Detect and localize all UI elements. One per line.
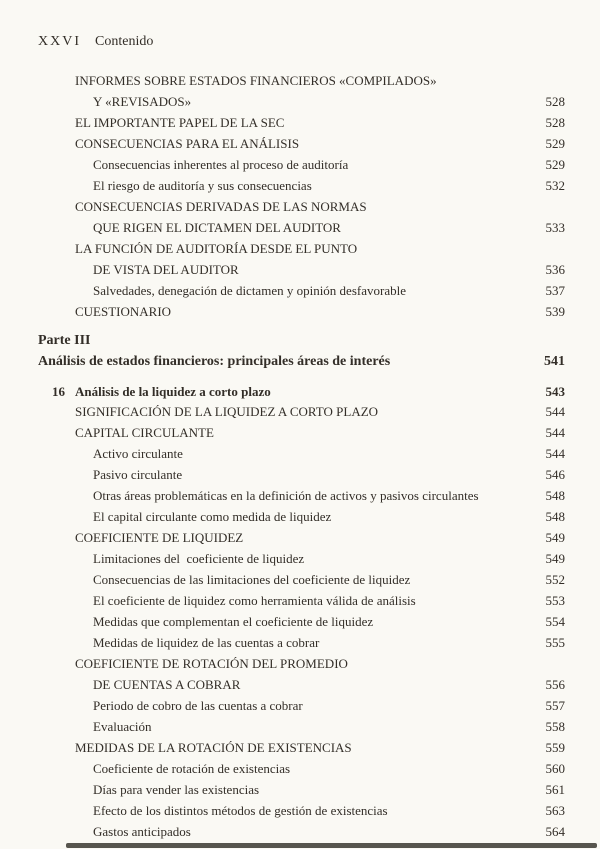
toc-entry-label: Otras áreas problemáticas en la definición de activos y pasivos circulantes	[93, 488, 479, 503]
toc-entry	[75, 548, 565, 569]
toc-entry	[75, 632, 565, 653]
toc-entry	[75, 238, 565, 259]
toc-entry-label: Consecuencias de las limitaciones del coeficiente de liquidez	[93, 572, 411, 587]
toc-entry	[75, 464, 565, 485]
toc-entry-page: 548	[545, 488, 565, 503]
toc-entry	[75, 779, 565, 800]
toc-entry-label: CONSECUENCIAS DERIVADAS DE LAS NORMAS	[75, 199, 367, 214]
toc-entry	[75, 569, 565, 590]
toc-entry	[75, 401, 565, 422]
toc-entry-label: Gastos anticipados	[93, 824, 191, 839]
toc-entry-label: Efecto de los distintos métodos de gestión de existencias	[93, 803, 388, 818]
toc-entry-label: DE VISTA DEL AUDITOR	[93, 262, 239, 277]
toc-entry	[75, 800, 565, 821]
toc-entry	[75, 422, 565, 443]
toc-entry-label: MEDIDAS DE LA ROTACIÓN DE EXISTENCIAS	[75, 740, 352, 755]
toc-entry-page: 529	[545, 136, 565, 151]
toc-entry-page: 544	[545, 425, 565, 440]
toc-entry-label: Medidas de liquidez de las cuentas a cobrar	[93, 635, 320, 650]
toc-entry-page: 532	[545, 178, 565, 193]
chapter-heading	[52, 381, 565, 402]
toc-entry	[75, 175, 565, 196]
toc-entry-label: COEFICIENTE DE ROTACIÓN DEL PROMEDIO	[75, 656, 348, 671]
toc-entry-page: 555	[545, 635, 565, 650]
toc-entry	[75, 611, 565, 632]
toc-entry-label: Días para vender las existencias	[93, 782, 260, 797]
toc-entry-label: CUESTIONARIO	[75, 304, 172, 319]
toc-entry	[75, 590, 565, 611]
toc-entry	[75, 70, 565, 91]
toc-entry-page: 533	[545, 220, 565, 235]
scan-artifact-bar	[66, 843, 597, 848]
page-folio: XXVI	[38, 34, 81, 49]
toc-entry	[75, 737, 565, 758]
toc-entry-page: 539	[545, 304, 565, 319]
toc-entry-label: Evaluación	[93, 719, 152, 734]
toc-entry	[75, 112, 565, 133]
part-heading	[38, 330, 565, 372]
toc-entry-label: Pasivo circulante	[93, 467, 183, 482]
toc-entry	[75, 91, 565, 112]
toc-entry-label: SIGNIFICACIÓN DE LA LIQUIDEZ A CORTO PLAZO	[75, 404, 379, 419]
toc-entry-page: 552	[545, 572, 565, 587]
toc-section-chapter	[75, 401, 565, 842]
toc-entry-page: 528	[545, 115, 565, 130]
toc-entry-page: 564	[545, 824, 565, 839]
toc-entry	[75, 280, 565, 301]
toc-entry-page: 561	[545, 782, 565, 797]
toc-entry-page: 529	[545, 157, 565, 172]
toc-entry	[75, 506, 565, 527]
toc-entry-label: El coeficiente de liquidez como herramienta válida de análisis	[93, 593, 416, 608]
toc-entry	[75, 196, 565, 217]
part-label: Parte III	[38, 333, 91, 348]
toc-entry	[75, 154, 565, 175]
toc-entry-page: 537	[545, 283, 565, 298]
toc-entry-label: Y «REVISADOS»	[93, 94, 192, 109]
toc-entry-page: 546	[545, 467, 565, 482]
toc-entry	[75, 653, 565, 674]
toc-entry-label: El riesgo de auditoría y sus consecuencias	[93, 178, 312, 193]
part-title: Análisis de estados financieros: principales áreas de interés	[38, 354, 391, 369]
toc-entry-label: Medidas que complementan el coeficiente de liquidez	[93, 614, 374, 629]
toc-entry-label: INFORMES SOBRE ESTADOS FINANCIEROS «COMPILADOS»	[75, 73, 437, 88]
toc-entry-page: 549	[545, 551, 565, 566]
toc-entry-label: Consecuencias inherentes al proceso de auditoría	[93, 157, 349, 172]
toc-entry-page: 556	[545, 677, 565, 692]
toc-entry-label: CONSECUENCIAS PARA EL ANÁLISIS	[75, 136, 300, 151]
toc-entry-page: 536	[545, 262, 565, 277]
toc-entry-page: 549	[545, 530, 565, 545]
toc-entry	[75, 716, 565, 737]
toc-entry-label: DE CUENTAS A COBRAR	[93, 677, 241, 692]
toc-entry-page: 563	[545, 803, 565, 818]
toc-entry	[75, 133, 565, 154]
toc-entry-label: COEFICIENTE DE LIQUIDEZ	[75, 530, 244, 545]
part-page-number: 541	[544, 354, 565, 369]
toc-entry-label: Activo circulante	[93, 446, 183, 461]
chapter-number: 16	[52, 384, 65, 399]
toc-entry-page: 560	[545, 761, 565, 776]
toc-entry-page: 553	[545, 593, 565, 608]
toc-entry	[75, 695, 565, 716]
toc-entry	[75, 485, 565, 506]
toc-entry-page: 544	[545, 404, 565, 419]
toc-entry-label: CAPITAL CIRCULANTE	[75, 425, 214, 440]
toc-entry	[75, 443, 565, 464]
toc-entry	[75, 758, 565, 779]
toc-entry-label: LA FUNCIÓN DE AUDITORÍA DESDE EL PUNTO	[75, 241, 358, 256]
toc-entry-label: QUE RIGEN EL DICTAMEN DEL AUDITOR	[93, 220, 341, 235]
chapter-page-number: 543	[545, 384, 565, 399]
chapter-title: Análisis de la liquidez a corto plazo	[75, 384, 271, 399]
toc-entry	[75, 217, 565, 238]
part-title-row	[38, 351, 565, 372]
toc-entry-label: El capital circulante como medida de liquidez	[93, 509, 332, 524]
toc-entry	[75, 821, 565, 842]
toc-entry-page: 554	[545, 614, 565, 629]
running-head-title: Contenido	[95, 34, 154, 49]
running-head	[38, 34, 153, 50]
toc-entry-page: 544	[545, 446, 565, 461]
toc-entry-page: 558	[545, 719, 565, 734]
toc-section-upper	[75, 70, 565, 322]
toc-entry	[75, 527, 565, 548]
toc-entry-label: Salvedades, denegación de dictamen y opinión desfavorable	[93, 283, 406, 298]
toc-entry-label: Periodo de cobro de las cuentas a cobrar	[93, 698, 303, 713]
toc-entry	[75, 301, 565, 322]
toc-entry-page: 528	[545, 94, 565, 109]
toc-entry	[75, 259, 565, 280]
toc-entry-page: 548	[545, 509, 565, 524]
toc-entry-label: EL IMPORTANTE PAPEL DE LA SEC	[75, 115, 285, 130]
toc-entry	[75, 674, 565, 695]
toc-entry-page: 557	[545, 698, 565, 713]
toc-entry-label: Coeficiente de rotación de existencias	[93, 761, 291, 776]
toc-entry-page: 559	[545, 740, 565, 755]
toc-entry-label: Limitaciones del coeficiente de liquidez	[93, 551, 305, 566]
